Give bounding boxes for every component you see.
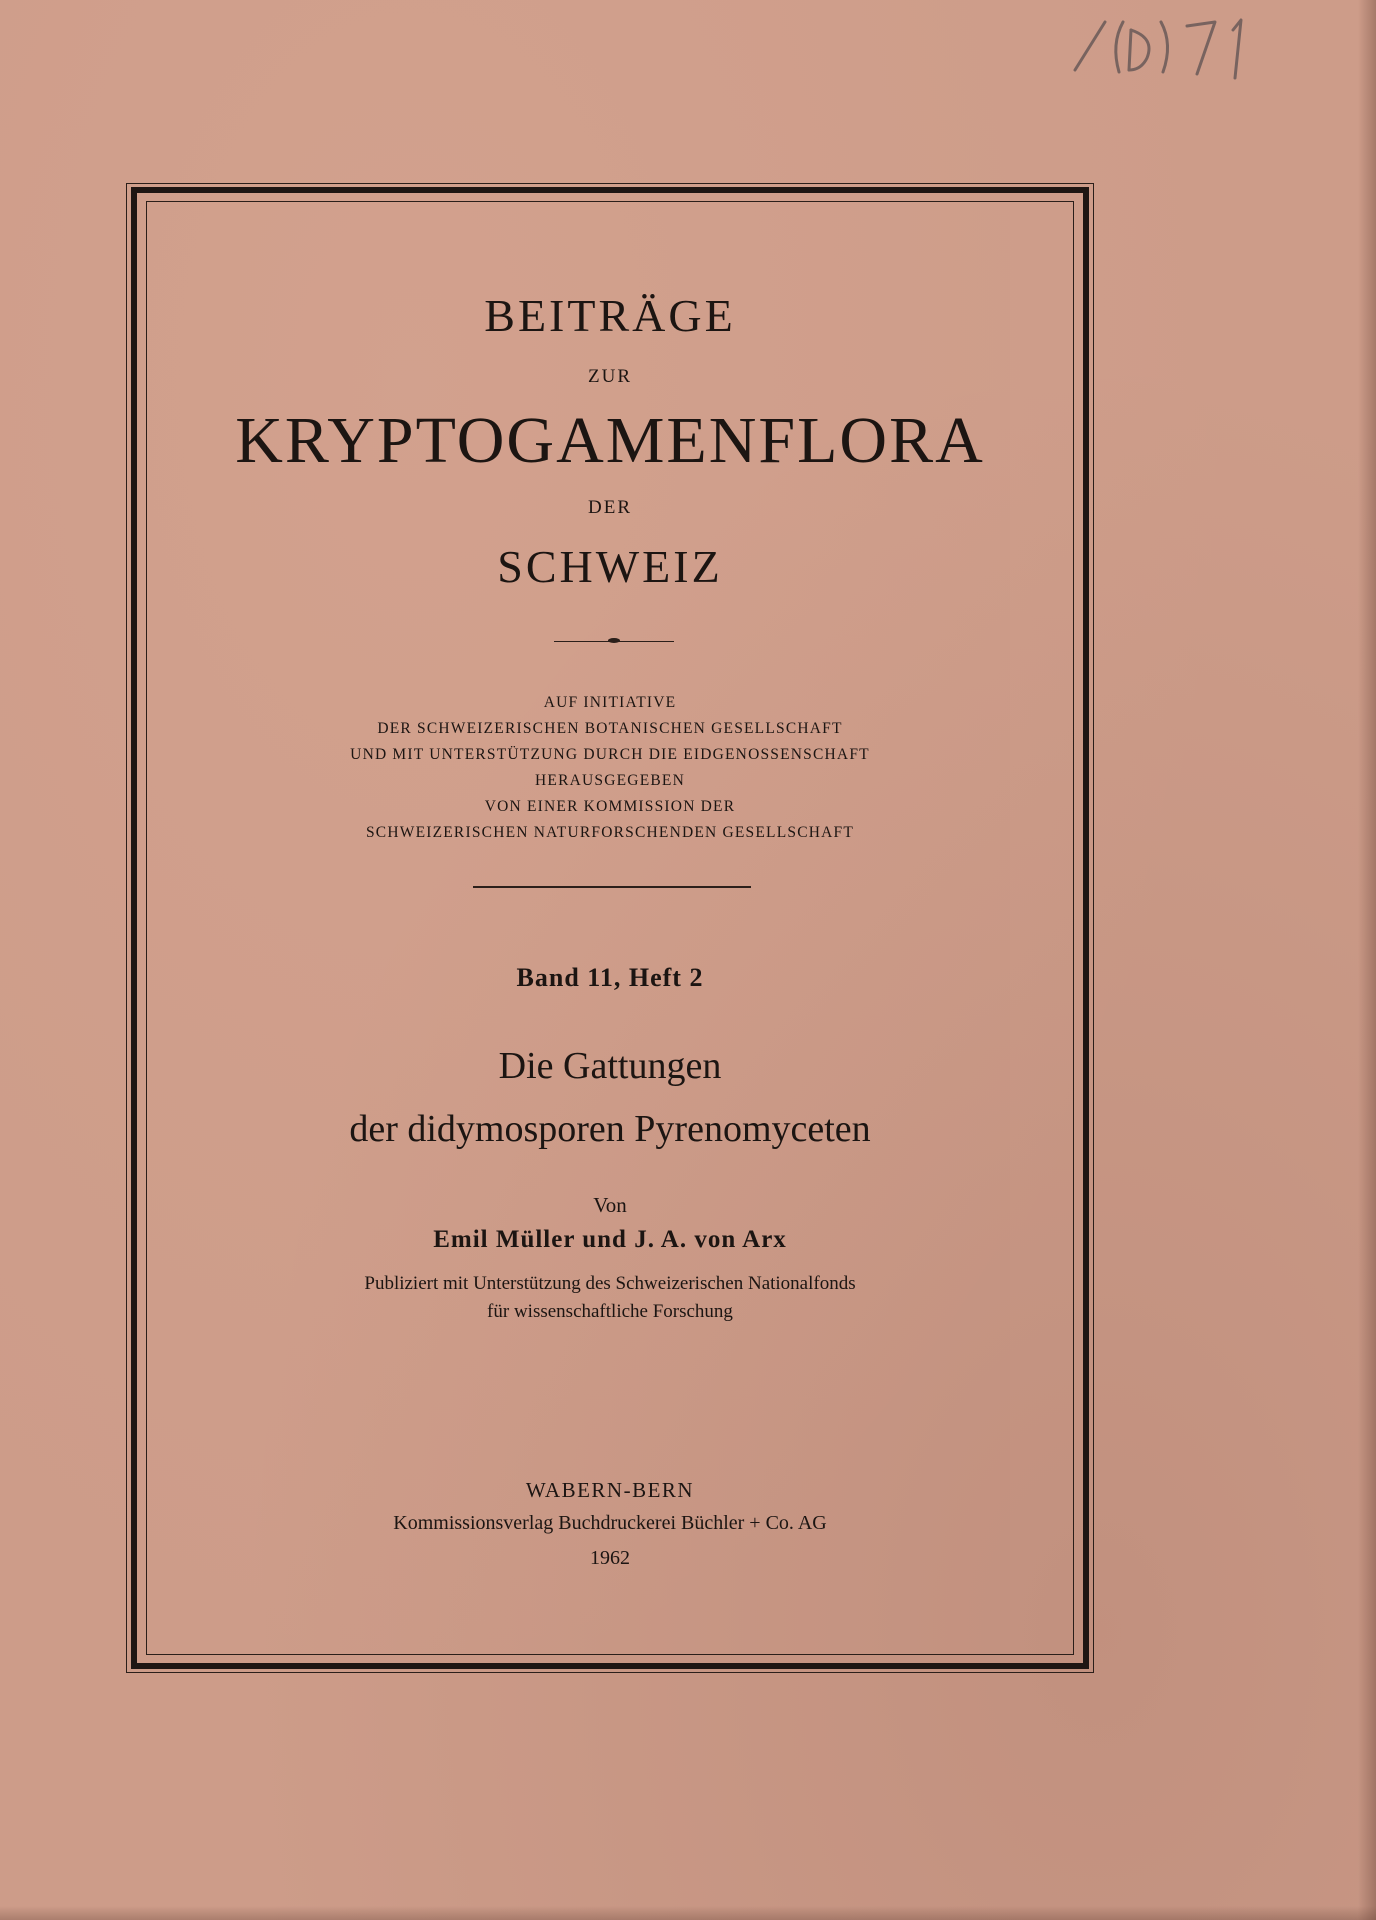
publication-note-line-2: für wissenschaftliche Forschung <box>487 1301 733 1322</box>
initiative-line: DER SCHWEIZERISCHEN BOTANISCHEN GESELLSCHAFT <box>377 720 843 737</box>
publication-year: 1962 <box>590 1547 630 1569</box>
series-title-line-1: BEITRÄGE <box>484 290 736 341</box>
work-title-line-2: der didymosporen Pyrenomyceten <box>349 1108 871 1150</box>
initiative-line: VON EINER KOMMISSION DER <box>484 798 736 815</box>
section-divider-rule <box>473 886 751 888</box>
by-label: Von <box>593 1193 627 1217</box>
work-title-line-1: Die Gattungen <box>498 1045 722 1087</box>
publication-place: WABERN-BERN <box>525 1478 695 1502</box>
initiative-line: HERAUSGEGEBEN <box>535 772 685 789</box>
volume-label: Band 11, Heft 2 <box>516 963 704 992</box>
initiative-line: AUF INITIATIVE <box>543 694 677 711</box>
series-title-main: KRYPTOGAMENFLORA <box>235 404 985 477</box>
publication-note-line-1: Publiziert mit Unterstützung des Schweizerischen Nationalfonds <box>364 1273 856 1294</box>
ornamental-divider-dot <box>608 638 620 643</box>
series-title-line-5: SCHWEIZ <box>497 541 723 592</box>
series-title-line-2: ZUR <box>588 366 632 387</box>
page-edge-shadow <box>1358 0 1376 1920</box>
initiative-line: SCHWEIZERISCHEN NATURFORSCHENDEN GESELLSCHAFT <box>365 824 855 841</box>
handwritten-note-mark <box>1065 8 1265 88</box>
cover-content <box>146 201 1074 1655</box>
authors: Emil Müller und J. A. von Arx <box>433 1226 787 1253</box>
series-title-line-4: DER <box>588 497 632 518</box>
page-bottom-shadow <box>0 1906 1376 1920</box>
publisher: Kommissionsverlag Buchdruckerei Büchler + Co. AG <box>393 1512 827 1534</box>
initiative-line: UND MIT UNTERSTÜTZUNG DURCH DIE EIDGENOSSENSCHAFT <box>350 746 870 763</box>
